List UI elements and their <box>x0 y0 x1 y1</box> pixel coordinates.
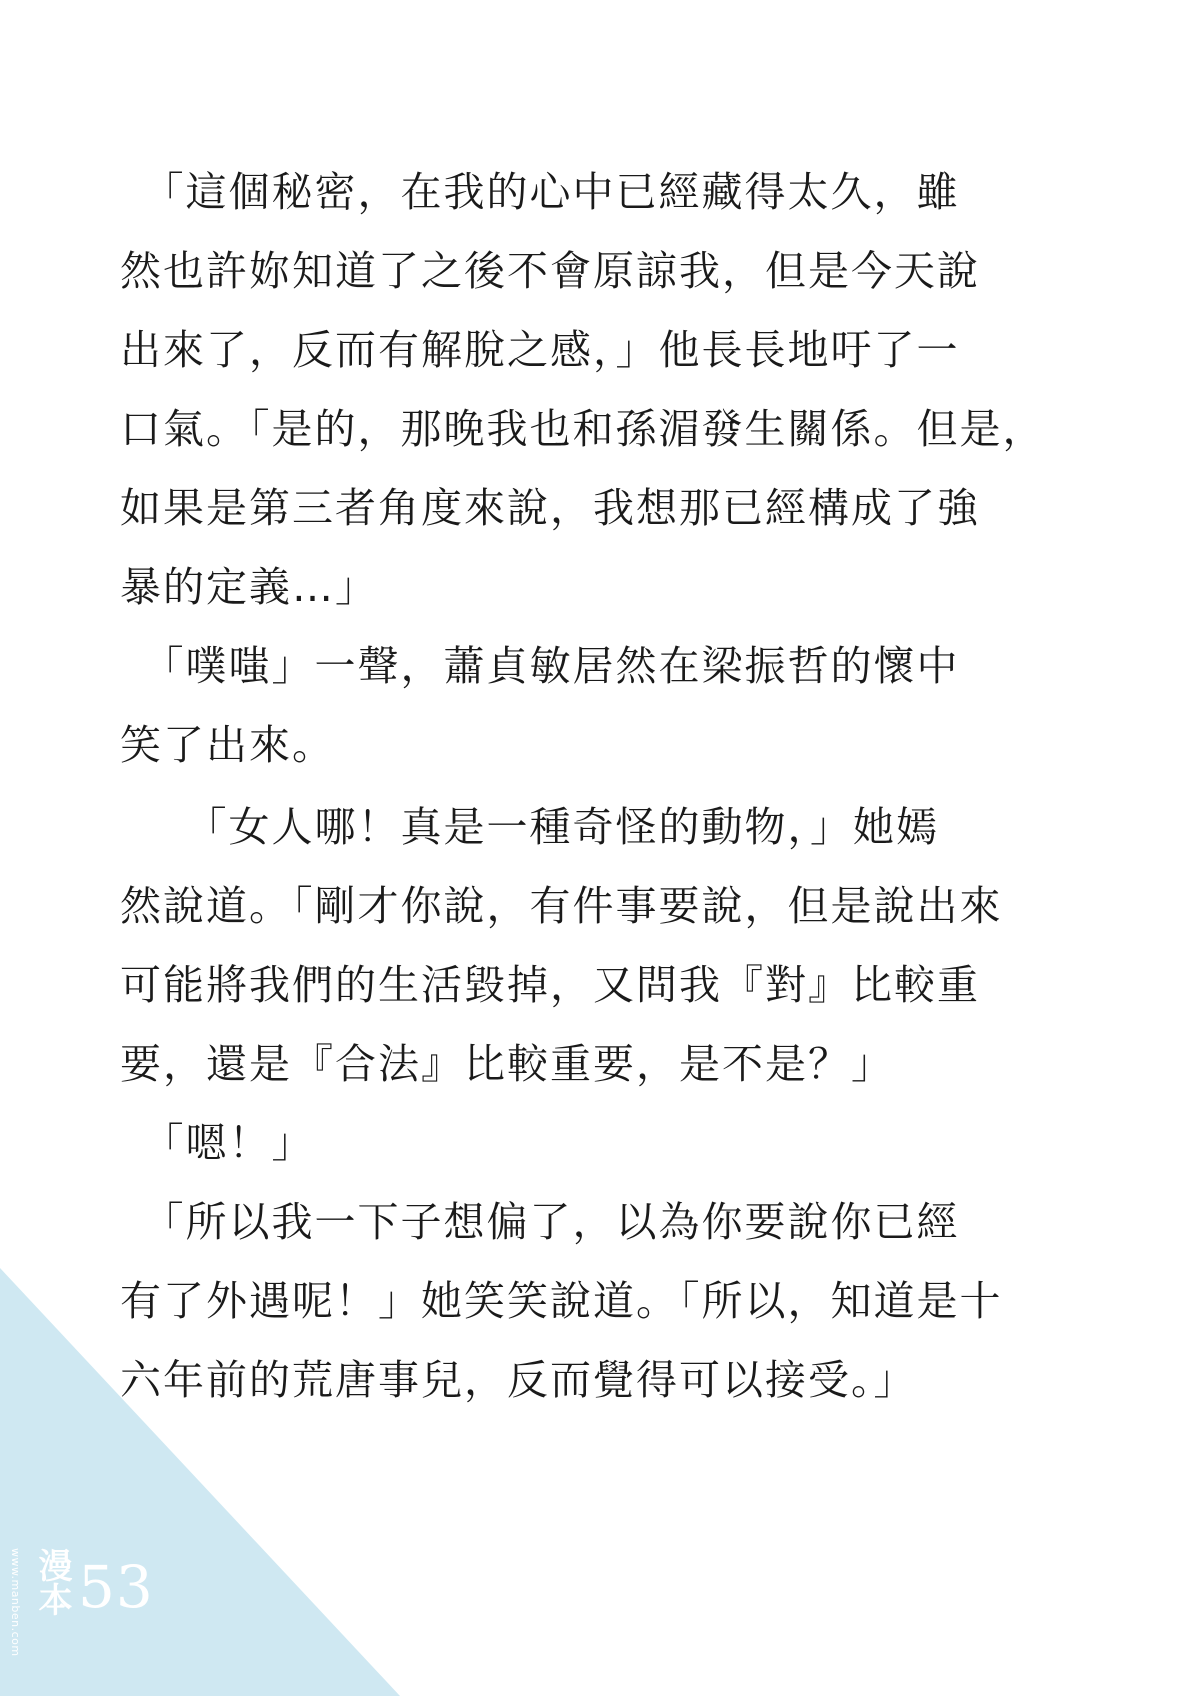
text-line: 然說道。「剛才你說，有件事要說，但是說出來 <box>120 882 1003 930</box>
text-line: 「所以我一下子想偏了，以為你要說你已經 <box>120 1198 960 1246</box>
text-line: 笑了出來。 <box>120 721 335 769</box>
text-line: 六年前的荒唐事兒，反而覺得可以接受。」 <box>120 1356 917 1404</box>
text-line: 「這個秘密，在我的心中已經藏得太久，雖 <box>120 168 960 216</box>
text-line: 要，還是『合法』比較重要，是不是？」 <box>120 1040 894 1088</box>
text-line: 「嗯！」 <box>120 1119 315 1167</box>
text-line: 「女人哪！真是一種奇怪的動物，」她嫣 <box>120 803 939 851</box>
text-line: 暴的定義…」 <box>120 563 378 611</box>
page-number: 53 <box>78 1553 154 1621</box>
text-line: 口氣。「是的，那晚我也和孫湄發生關係。但是， <box>120 405 1046 453</box>
text-line: 可能將我們的生活毀掉，又問我『對』比較重 <box>120 961 980 1009</box>
text-line: 出來了，反而有解脫之感，」他長長地吁了一 <box>120 326 960 374</box>
watermark-url: www.manben.com <box>9 1548 22 1657</box>
text-line: 有了外遇呢！」她笑笑說道。「所以，知道是十 <box>120 1277 1003 1325</box>
text-line: 「噗嗤」一聲，蕭貞敏居然在梁振哲的懷中 <box>120 642 960 690</box>
text-line: 如果是第三者角度來說，我想那已經構成了強 <box>120 484 980 532</box>
text-line: 然也許妳知道了之後不會原諒我，但是今天說 <box>120 247 980 295</box>
watermark-logo: 漫本 <box>32 1548 72 1616</box>
